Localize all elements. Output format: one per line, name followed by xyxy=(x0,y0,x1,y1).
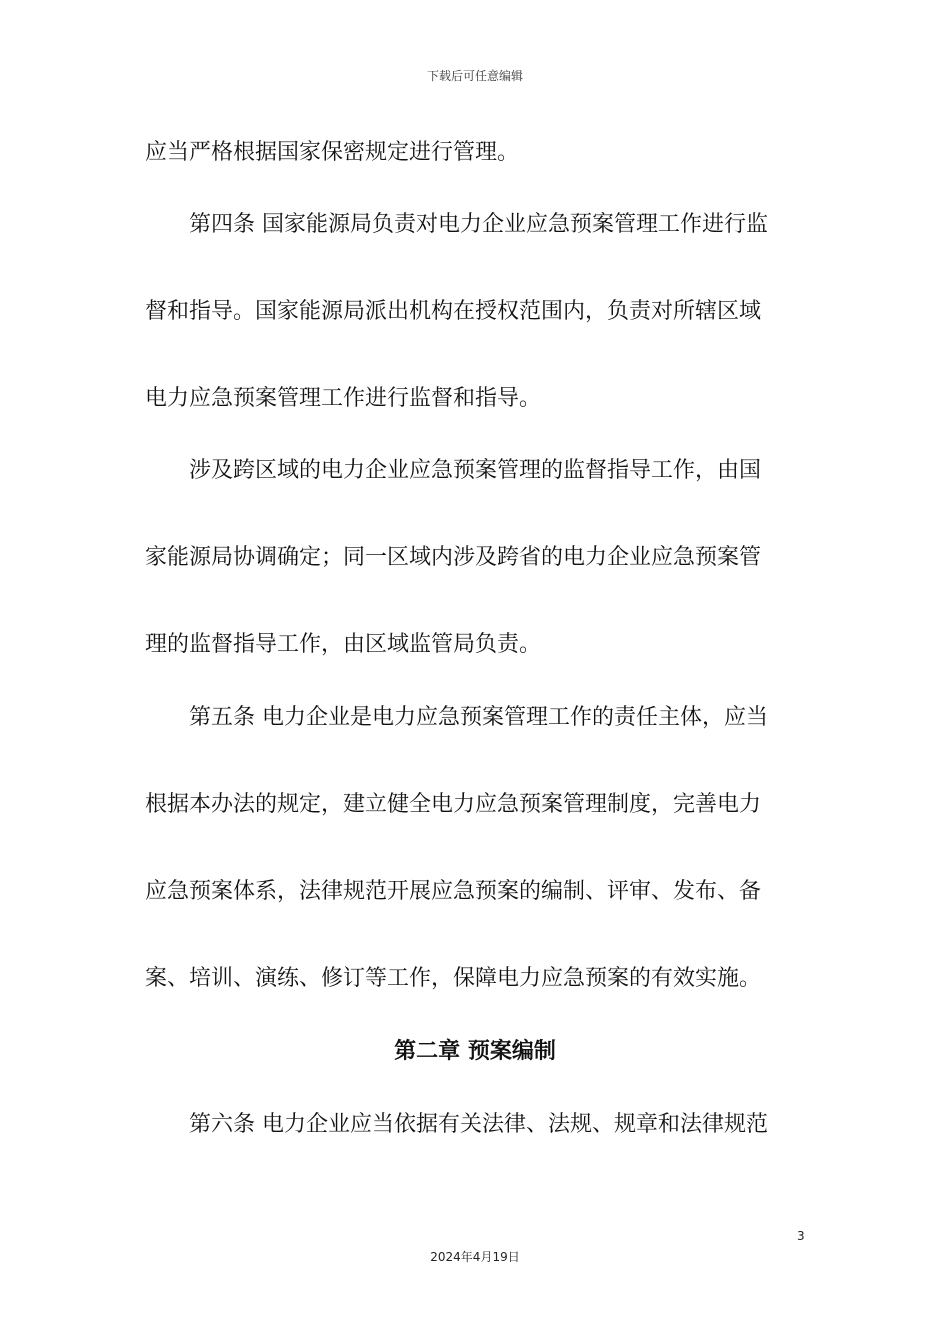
body-line: 第六条 电力企业应当依据有关法律、法规、规章和法律规范 xyxy=(145,1112,768,1137)
body-line: 案、培训、演练、修订等工作，保障电力应急预案的有效实施。 xyxy=(145,966,762,991)
chapter-heading: 第二章 预案编制 xyxy=(394,1039,556,1064)
body-line: 电力应急预案管理工作进行监督和指导。 xyxy=(145,386,542,411)
body-line: 根据本办法的规定，建立健全电力应急预案管理制度，完善电力 xyxy=(145,792,762,817)
body-line: 家能源局协调确定；同一区域内涉及跨省的电力企业应急预案管 xyxy=(145,545,762,570)
page-number: 3 xyxy=(797,1229,805,1243)
body-line: 应急预案体系，法律规范开展应急预案的编制、评审、发布、备 xyxy=(145,879,762,904)
body-line: 涉及跨区域的电力企业应急预案管理的监督指导工作，由国 xyxy=(145,458,762,483)
body-line: 理的监督指导工作，由区域监管局负责。 xyxy=(145,632,542,657)
footer-date: 2024年4月19日 xyxy=(430,1250,520,1264)
body-line: 应当严格根据国家保密规定进行管理。 xyxy=(145,140,520,165)
body-line: 第四条 国家能源局负责对电力企业应急预案管理工作进行监 xyxy=(145,212,768,237)
page-header: 下载后可任意编辑 xyxy=(426,69,523,83)
body-line: 第五条 电力企业是电力应急预案管理工作的责任主体，应当 xyxy=(145,705,768,730)
body-line: 督和指导。国家能源局派出机构在授权范围内，负责对所辖区域 xyxy=(145,299,762,324)
